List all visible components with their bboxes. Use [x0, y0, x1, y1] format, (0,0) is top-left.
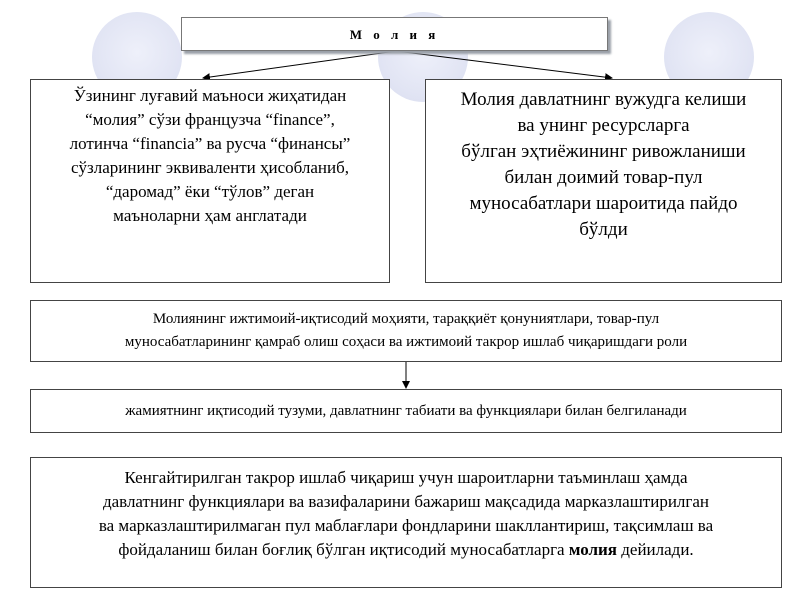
origin-line: муносабатлари шароитида пайдо [469, 193, 738, 214]
etymology-box [30, 79, 390, 283]
definition-last-prefix: фойдаланиш билан боғлиқ бўлган иқтисодий муносабатларга [118, 540, 569, 559]
definition-line: ва марказлаштирилмаган пул маблағлари фондларини шакллантириш, тақсимлаш ва [98, 516, 714, 535]
definition-line: давлатнинг функциялари ва вазифаларини бажариш мақсадида марказлаштирилган [102, 492, 710, 511]
etymology-line: маъноларни ҳам англатади [113, 206, 307, 225]
arrow-to-right-box [396, 51, 612, 78]
etymology-line: сўзларининг эквиваленти ҳисобланиб, [71, 158, 349, 177]
determinants-box [30, 389, 782, 433]
definition-last-suffix: дейилади. [617, 540, 694, 559]
definition-box [30, 457, 782, 588]
etymology-line: “молия” сўзи французча “finance”, [85, 110, 335, 129]
definition-line: Кенгайтирилган такрор ишлаб чиқариш учун шароитларни таъминлаш ҳамда [124, 468, 688, 487]
origin-line: бўлган эҳтиёжининг ривожланиши [461, 141, 746, 162]
origin-line: Молия давлатнинг вужудга келиши [460, 89, 747, 110]
definition-last-line [39, 538, 773, 562]
definition-term: молия [568, 540, 618, 559]
essence-line: Молиянинг ижтимоий-иқтисодий моҳияти, тараққиёт қонуниятлари, товар-пул [152, 311, 660, 327]
origin-box [425, 79, 782, 283]
essence-line: муносабатларининг қамраб олиш соҳаси ва ижтимоий такрор ишлаб чиқаришдаги роли [124, 334, 688, 350]
determinants-text: жамиятнинг иқтисодий тузуми, давлатнинг табиати ва функциялари билан белгиланади [125, 403, 687, 419]
arrow-to-left-box [203, 51, 396, 78]
origin-line: ва унинг ресурсларга [517, 115, 690, 136]
origin-line: билан доимий товар-пул [504, 167, 703, 188]
diagram-title: М о л и я [349, 27, 440, 42]
etymology-line: Ўзининг луғавий маъноси жиҳатидан [73, 86, 347, 105]
essence-box [30, 300, 782, 362]
etymology-line: лотинча “financia” ва русча “финансы” [69, 134, 351, 153]
etymology-line: “даромад” ёки “тўлов” деган [105, 182, 315, 201]
title-box [181, 17, 608, 51]
origin-line: бўлди [579, 219, 628, 240]
